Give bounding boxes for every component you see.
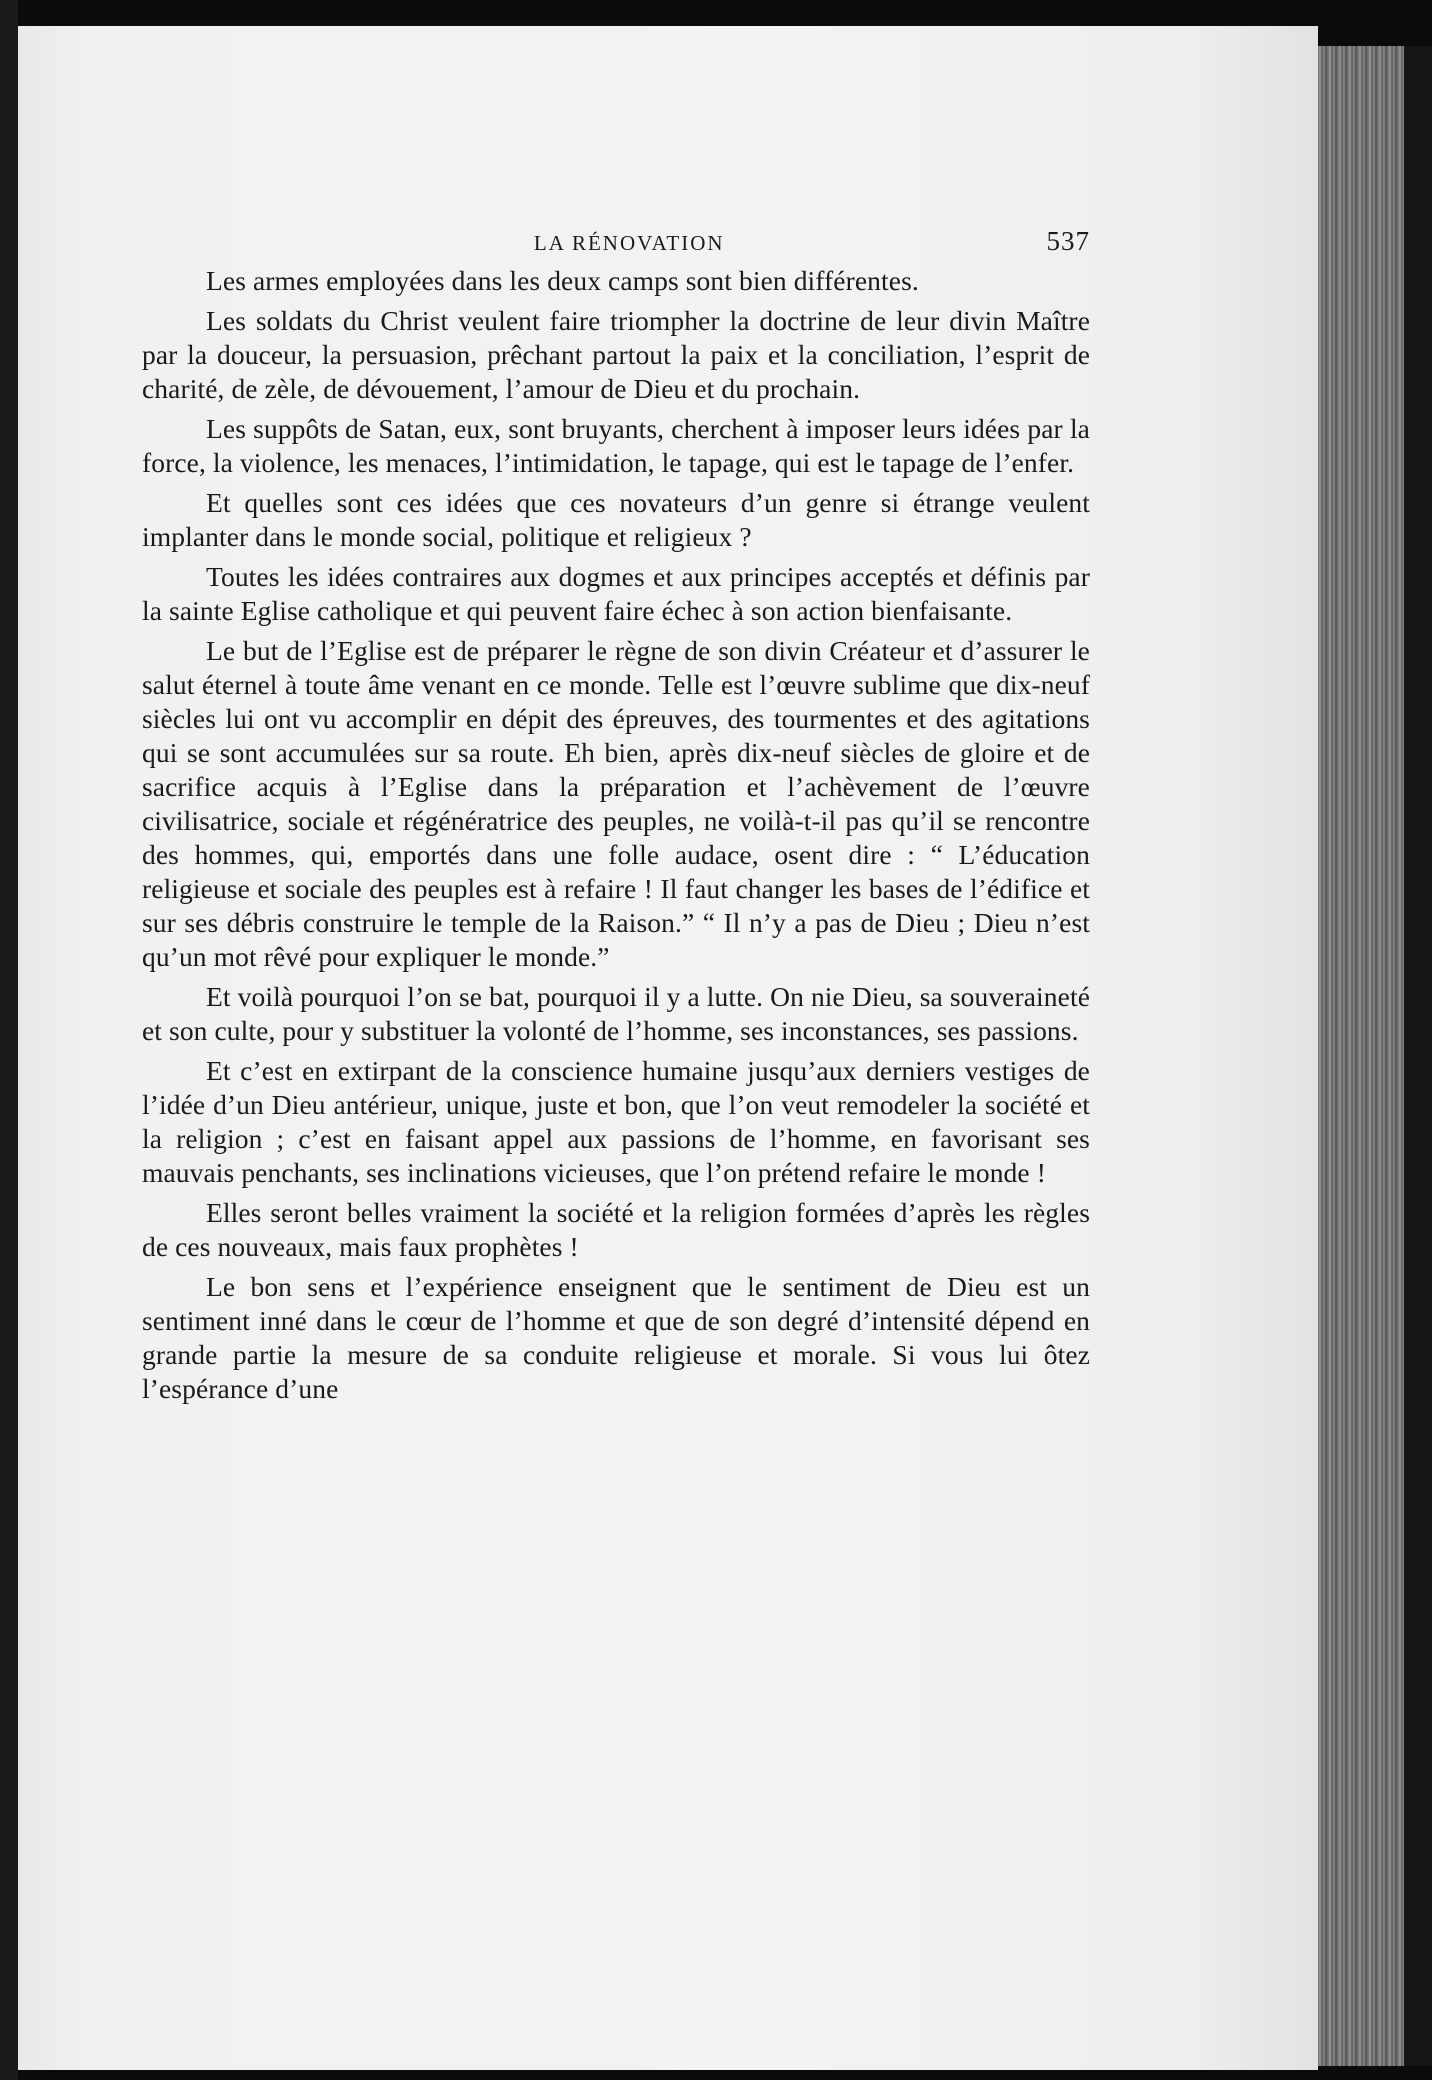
page-edges <box>1318 46 1418 2066</box>
paragraph: Le bon sens et l’expérience enseignent que le sentiment de Dieu est un sentiment inné dans le cœur de l’homme et que de son degré d’intensité dépend en grande partie la mesure de sa conduite religieuse et morale. Si vous lui ôtez l’espérance d’une <box>142 1271 1090 1404</box>
page-number: 537 <box>1046 226 1090 256</box>
running-head <box>142 224 1090 260</box>
running-title: LA RÉNOVATION <box>533 231 725 255</box>
book-edge-shadow <box>1404 46 1432 2066</box>
paragraph: Les armes employées dans les deux camps sont bien différentes. <box>206 265 919 296</box>
paragraph: Les soldats du Christ veulent faire triompher la doctrine de leur divin Maître par la douceur, la persuasion, prêchant partout la paix et la conciliation, l’esprit de charité, de zèle, de dévouement, l’amour de Dieu et du prochain. <box>142 305 1090 404</box>
paragraph: Et quelles sont ces idées que ces novateurs d’un genre si étrange veulent implanter dans le monde social, politique et religieux ? <box>142 487 1090 552</box>
paragraph: Les suppôts de Satan, eux, sont bruyants, cherchent à imposer leurs idées par la force, la violence, les menaces, l’intimidation, le tapage, qui est le tapage de l’enfer. <box>142 413 1090 478</box>
page-text <box>142 224 1090 1406</box>
paragraph: Et c’est en extirpant de la conscience humaine jusqu’aux derniers vestiges de l’idée d’un Dieu antérieur, unique, juste et bon, que l’on veut remodeler la société et la religion ; c’est en faisant appel aux passions de l’homme, en favorisant ses mauvais penchants, ses inclinations vicieuses, que l’on prétend refaire le monde ! <box>142 1055 1090 1188</box>
paragraph: Le but de l’Eglise est de préparer le règne de son divin Créateur et d’assurer le salut éternel à toute âme venant en ce monde. Telle est l’œuvre sublime que dix-neuf siècles lui ont vu accomplir en dépit des épreuves, des tourmentes et des agitations qui se sont accumulées sur sa route. Eh bien, après dix-neuf siècles de gloire et de sacrifice acquis à l’Eglise dans la préparation et l’achèvement de l’œuvre civilisatrice, sociale et régénératrice des peuples, ne voilà-t-il pas qu’il se rencontre des hommes, qui, emportés dans une folle audace, osent dire : “ L’éducation religieuse et sociale des peuples est à refaire ! Il faut changer les bases de l’édifice et sur ses débris construire le temple de la Raison.” “ Il n’y a pas de Dieu ; Dieu n’est qu’un mot rêvé pour expliquer le monde.” <box>142 635 1090 972</box>
paragraph: Et voilà pourquoi l’on se bat, pourquoi il y a lutte. On nie Dieu, sa souveraineté et son culte, pour y substituer la volonté de l’homme, ses inconstances, ses passions. <box>142 981 1090 1046</box>
paragraph: Toutes les idées contraires aux dogmes et aux principes acceptés et définis par la sainte Eglise catholique et qui peuvent faire échec à son action bienfaisante. <box>142 561 1090 626</box>
binding-shadow <box>0 0 18 2080</box>
paragraph: Elles seront belles vraiment la société et la religion formées d’après les règles de ces nouveaux, mais faux prophètes ! <box>142 1197 1090 1262</box>
